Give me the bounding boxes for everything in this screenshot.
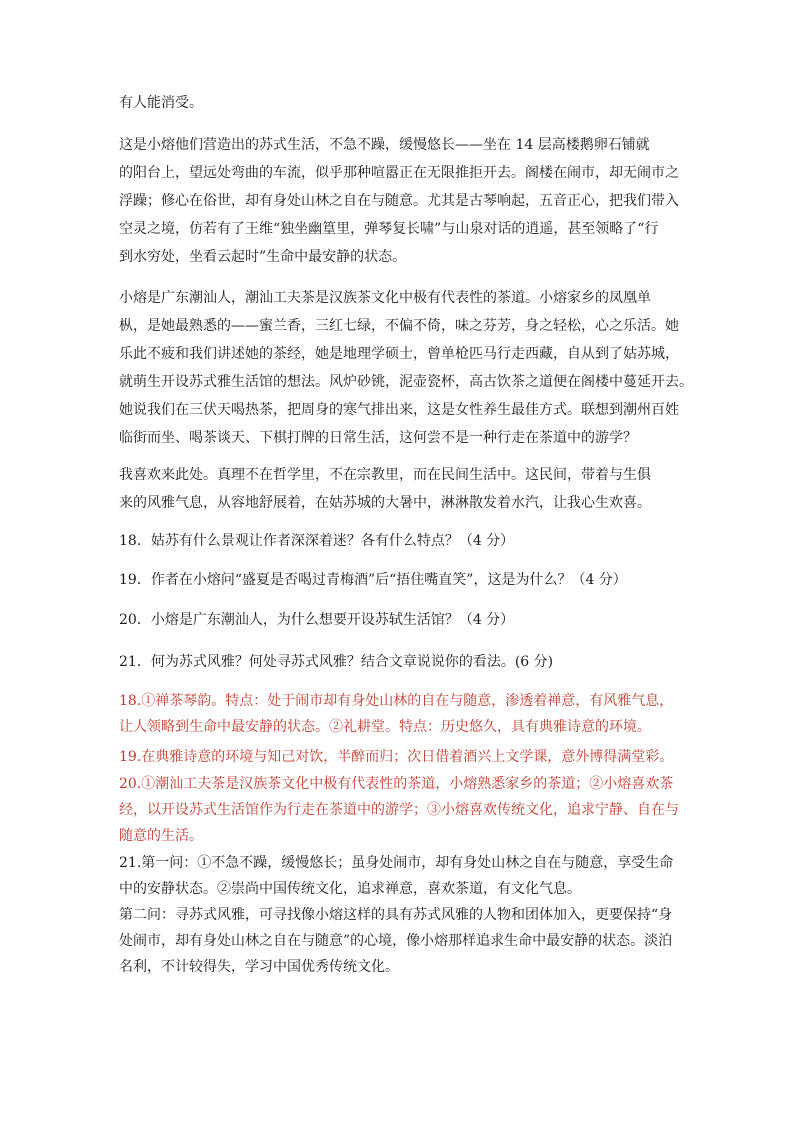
text-line: 浮躁；修心在俗世，却有身处山林之自在与随意。尤其是古琴响起，五音正心，把我们带入 <box>119 193 679 209</box>
answer-line: 名利，不计较得失，学习中国优秀传统文化。 <box>119 959 399 975</box>
answer-18 <box>119 688 679 740</box>
question-19: 19．作者在小熔问“盛夏是否喝过青梅酒”后“捂住嘴直笑”，这是为什么？（4 分） <box>119 572 627 588</box>
paragraph-opening <box>119 89 679 117</box>
paragraph-closing <box>119 461 679 517</box>
answer-line: 第二问：寻苏式风雅，可寻找像小熔这样的具有苏式风雅的人物和团体加入，更要保持“身 <box>119 907 673 923</box>
question-21: 21．何为苏式风雅？何处寻苏式风雅？结合文章说说你的看法。(6 分) <box>119 654 554 670</box>
text-line: 她说我们在三伏天喝热茶，把周身的寒气排出来，这是女性养生最佳方式。联想到潮州百姓 <box>119 402 679 418</box>
answer-line: 随意的生活。 <box>119 828 203 844</box>
text-line: 枞，是她最熟悉的——蜜兰香，三红七绿，不偏不倚，味之芬芳，身之轻松，心之乐活。她 <box>119 318 679 334</box>
text-line: 这是小熔他们营造出的苏式生活，不急不躁，缓慢悠长——坐在 14 层高楼鹅卵石铺就 <box>119 137 650 153</box>
answer-line: 经，以开设苏式生活馆作为行走在茶道中的游学；③小熔喜欢传统文化，追求宁静、自在与 <box>119 802 679 818</box>
text-line: 来的风雅气息，从容地舒展着，在姑苏城的大暑中，淋淋散发着水汽，让我心生欢喜。 <box>119 495 651 511</box>
answer-line: 处闹市，却有身处山林之自在与随意”的心境，像小熔那样追求生命中最安静的状态。淡泊 <box>119 933 673 949</box>
answer-21 <box>119 850 679 980</box>
answer-line: 让人领略到生命中最安静的状态。②礼耕堂。特点：历史悠久，具有典雅诗意的环境。 <box>119 719 651 735</box>
text-line: 空灵之境，仿若有了王维“独坐幽篁里，弹琴复长啸”与山泉对话的逍遥，甚至领略了“行 <box>119 221 659 237</box>
text-line: 我喜欢来此处。真理不在哲学里，不在宗教里，而在民间生活中。这民间，带着与生俱 <box>119 467 651 483</box>
text-line: 的阳台上，望远处弯曲的车流，似乎那种喧嚣正在无限推拒开去。阁楼在闹市，却无闹市之 <box>119 165 679 181</box>
text-line: 就萌生开设苏式雅生活馆的想法。风炉砂铫，泥壶瓷杯，高古饮茶之道便在阁楼中蔓延开去。 <box>119 374 693 390</box>
answer-line: 19.在典雅诗意的环境与知己对饮，半醉而归；次日借着酒兴上文学课，意外博得满堂彩。 <box>119 749 674 765</box>
text-line: 到水穷处，坐看云起时”生命中最安静的状态。 <box>119 249 407 265</box>
paragraph-suzhou-life <box>119 131 679 271</box>
answer-20 <box>119 771 679 849</box>
question-18: 18．姑苏有什么景观让作者深深着迷？各有什么特点？（4 分） <box>119 533 515 549</box>
answer-19 <box>119 744 679 770</box>
paragraph-tea <box>119 284 693 452</box>
question-20: 20．小熔是广东潮汕人，为什么想要开设苏轼生活馆？（4 分） <box>119 612 515 628</box>
text-line: 有人能消受。 <box>119 95 203 111</box>
answer-line: 21.第一问：①不急不躁，缓慢悠长；虽身处闹市，却有身处山林之自在与随意，享受生命 <box>119 855 674 871</box>
answer-line: 18.①禅茶琴韵。特点：处于闹市却有身处山林的自在与随意，渗透着禅意，有风雅气息， <box>119 693 674 709</box>
text-line: 小熔是广东潮汕人，潮汕工夫茶是汉族茶文化中极有代表性的茶道。小熔家乡的凤凰单 <box>119 290 651 306</box>
answer-line: 20.①潮汕工夫茶是汉族茶文化中极有代表性的茶道，小熔熟悉家乡的茶道；②小熔喜欢茶 <box>119 776 674 792</box>
text-line: 临街而坐、喝茶谈天、下棋打牌的日常生活，这何尝不是一种行走在茶道中的游学？ <box>119 430 637 446</box>
text-line: 乐此不疲和我们讲述她的茶经，她是地理学硕士，曾单枪匹马行走西藏，自从到了姑苏城， <box>119 346 679 362</box>
answer-line: 中的安静状态。②崇尚中国传统文化，追求禅意，喜欢茶道，有文化气息。 <box>119 881 581 897</box>
